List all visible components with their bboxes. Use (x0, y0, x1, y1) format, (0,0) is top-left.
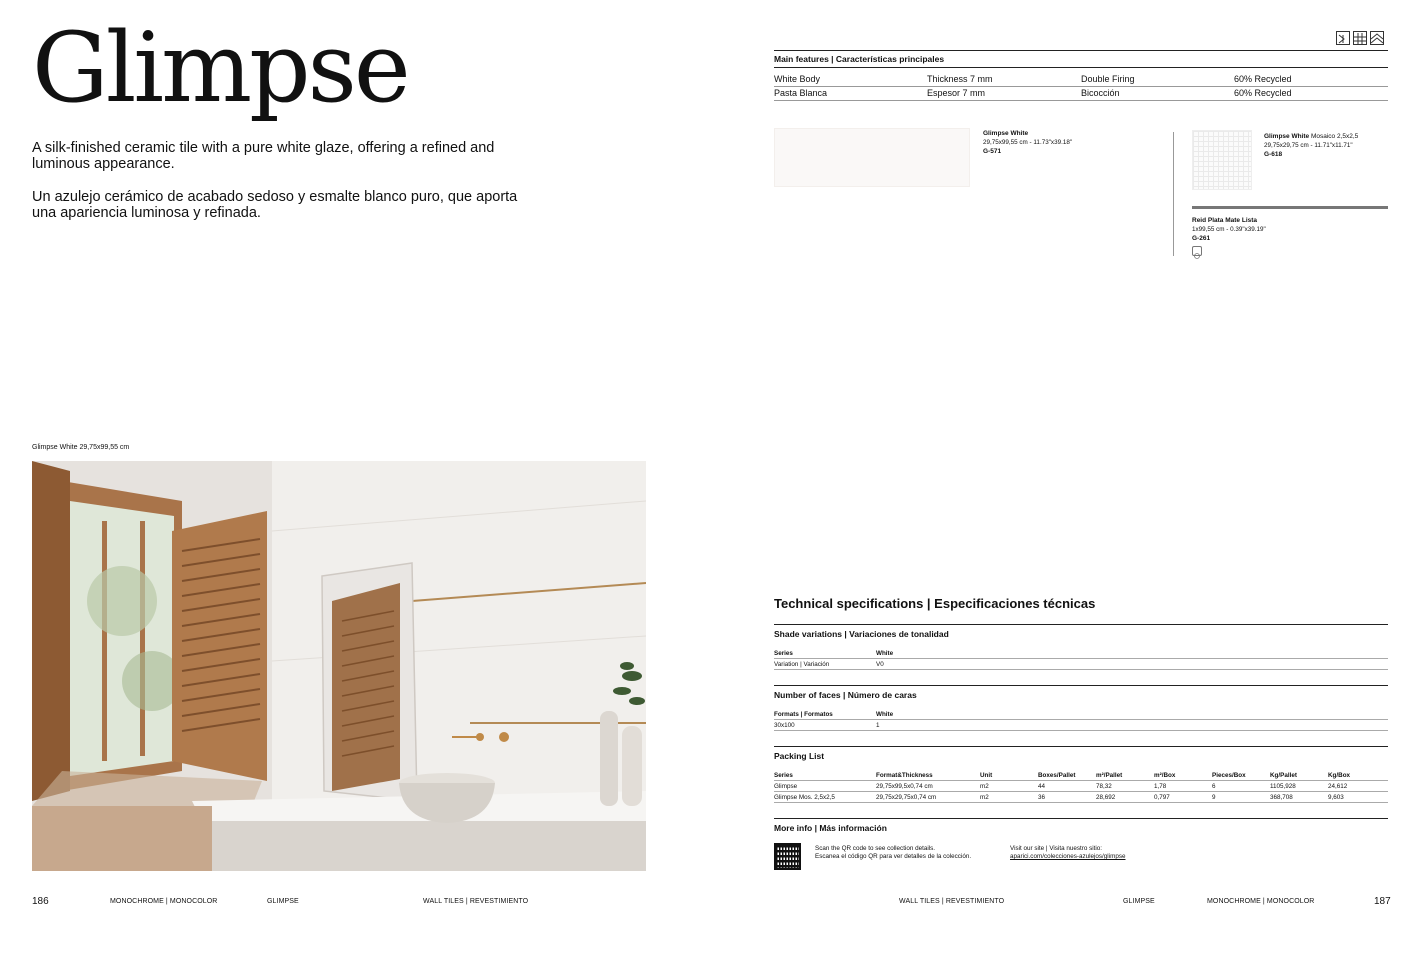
page-number-right: 187 (1374, 896, 1391, 907)
qr-code[interactable] (774, 843, 801, 870)
product-dimensions: 29,75x29,75 cm - 11.71"x11.71" (1264, 142, 1353, 149)
divider (774, 67, 1388, 68)
finish-icon (1192, 246, 1202, 256)
site-link[interactable]: aparici.com/colecciones-azulejos/glimpse (1010, 853, 1126, 860)
feature-body: Pasta Blanca (774, 88, 828, 98)
divider (774, 86, 1388, 87)
faces-table (774, 709, 1388, 731)
footer-type-left: WALL TILES | REVESTIMIENTO (423, 898, 529, 905)
feature-firing: Double Firing (1081, 74, 1135, 84)
product-info (983, 129, 1072, 156)
product-code: G-618 (1264, 151, 1283, 158)
product-code: G-261 (1192, 235, 1211, 242)
feature-icons (1336, 31, 1384, 45)
intro-spanish: Un azulejo cerámico de acabado sedoso y esmalte blanco puro, que aporta una apariencia luminosa y refinada. (32, 189, 518, 221)
footer-type-right: WALL TILES | REVESTIMIENTO (899, 898, 1005, 905)
divider (774, 818, 1388, 819)
qr-text-en: Scan the QR code to see collection details. (815, 845, 936, 852)
product-name: Reid Plata Mate Lista (1192, 217, 1258, 224)
tech-specs-title: Technical specifications | Especificaciones técnicas (774, 596, 1096, 611)
shade-table (774, 648, 1388, 670)
page-title: Glimpse (32, 12, 408, 124)
feature-recycled: 60% Recycled (1234, 88, 1292, 98)
divider (774, 50, 1388, 51)
grid-icon (1353, 31, 1367, 45)
site-info (1010, 845, 1126, 861)
product-name: Glimpse White Mosaico 2,5x2,5 (1264, 133, 1359, 140)
product-info (1192, 216, 1266, 243)
product-swatch-mosaic (1192, 130, 1252, 190)
table-header: Formats | Formatos White (774, 709, 1388, 720)
divider (774, 685, 1388, 686)
image-caption: Glimpse White 29,75x99,55 cm (32, 444, 130, 451)
qr-text-es: Escanea el código QR para ver detalles de la colección. (815, 853, 972, 860)
product-dimensions: 1x99,55 cm - 0.39"x39.19" (1192, 226, 1266, 233)
page-number-left: 186 (32, 896, 49, 907)
footer-category-right: MONOCHROME | MONOCOLOR (1207, 898, 1315, 905)
packing-title: Packing List (774, 751, 825, 761)
site-label: Visit our site | Visita nuestro sitio: (1010, 845, 1103, 852)
footer-category-left: MONOCHROME | MONOCOLOR (110, 898, 218, 905)
main-features-row-es (774, 88, 1388, 98)
product-dimensions: 29,75x99,55 cm - 11.73"x39.18" (983, 139, 1073, 146)
qr-instructions (815, 845, 971, 861)
feature-recycled: 60% Recycled (1234, 74, 1292, 84)
divider-vertical (1173, 132, 1174, 256)
bathroom-photo (32, 461, 646, 871)
intro-english: A silk-finished ceramic tile with a pure white glaze, offering a refined and luminous appearance. (32, 140, 495, 172)
feature-body: White Body (774, 74, 821, 84)
more-info-title: More info | Más información (774, 823, 887, 833)
product-swatch-glimpse-white (774, 128, 970, 187)
product-code: G-571 (983, 148, 1002, 155)
pattern-icon (1370, 31, 1384, 45)
faces-title: Number of faces | Número de caras (774, 690, 917, 700)
product-info (1264, 132, 1358, 159)
footer-collection-right: GLIMPSE (1123, 898, 1155, 905)
feature-firing: Bicocción (1081, 88, 1120, 98)
divider (774, 746, 1388, 747)
wall-tile-icon (1336, 31, 1350, 45)
table-row: Variation | Variación V0 (774, 659, 1388, 670)
shade-title: Shade variations | Variaciones de tonalidad (774, 629, 949, 639)
main-features-row-en (774, 74, 1388, 84)
product-name: Glimpse White (983, 130, 1029, 137)
product-swatch-listel (1192, 206, 1388, 209)
feature-thickness: Thickness 7 mm (927, 74, 993, 84)
table-row: Glimpse Mos. 2,5x2,5 29,75x29,75x0,74 cm m2 36 28,692 0,797 9 368,708 9,603 (774, 792, 1388, 803)
table-row: Glimpse 29,75x99,5x0,74 cm m2 44 78,32 1,78 6 1105,928 24,612 (774, 781, 1388, 792)
packing-table (774, 770, 1388, 803)
feature-thickness: Espesor 7 mm (927, 88, 986, 98)
footer-collection-left: GLIMPSE (267, 898, 299, 905)
divider (774, 624, 1388, 625)
table-header: Series White (774, 648, 1388, 659)
divider (774, 100, 1388, 101)
table-row: 30x100 1 (774, 720, 1388, 731)
main-features-title: Main features | Características principales (774, 54, 945, 64)
table-header: Series Format&Thickness Unit Boxes/Pallet m²/Pallet m²/Box Pieces/Box Kg/Pallet Kg/Box (774, 770, 1388, 781)
